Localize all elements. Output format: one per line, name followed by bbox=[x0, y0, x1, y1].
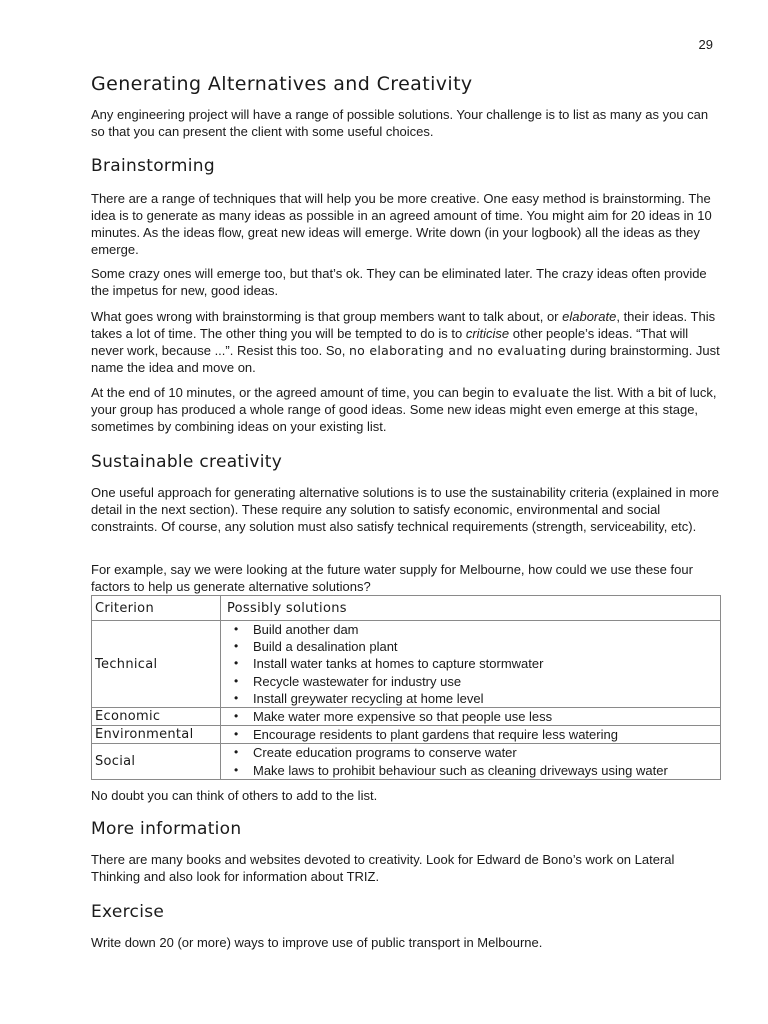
table-header-solutions: Possibly solutions bbox=[221, 596, 721, 621]
brainstorming-paragraph-3: What goes wrong with brainstorming is that group members want to talk about, or elaborate, their ideas. This takes a lot of time. The other thing you will be tempted to do is to criticise other people’s ideas. “That will never work, because ...”. Resist this too. So, no elaborating and no evaluating during brainstorming. Just name the idea and move on. bbox=[91, 309, 720, 375]
bullet-icon: • bbox=[234, 709, 239, 724]
solutions-list bbox=[227, 708, 720, 725]
list-item: • Make laws to prohibit behaviour such as cleaning driveways using water bbox=[234, 762, 668, 778]
list-item: • Make water more expensive so that people use less bbox=[234, 709, 553, 725]
bullet-icon: • bbox=[234, 762, 239, 777]
list-item: • Install water tanks at homes to capture stormwater bbox=[234, 656, 544, 672]
list-item: • Recycle wastewater for industry use bbox=[234, 673, 462, 689]
bullet-icon: • bbox=[234, 745, 239, 760]
criterion-cell: Technical bbox=[92, 621, 221, 708]
emphasis-no-elaborating: no elaborating and no evaluating bbox=[348, 343, 567, 358]
more-info-paragraph: There are many books and websites devoted to creativity. Look for Edward de Bono’s work on Lateral Thinking and also look for information about TRIZ. bbox=[91, 852, 675, 884]
bullet-icon: • bbox=[234, 639, 239, 654]
bullet-icon: • bbox=[234, 656, 239, 671]
section-brainstorming bbox=[91, 156, 721, 176]
table-row bbox=[92, 621, 721, 708]
list-item: • Build another dam bbox=[234, 622, 359, 637]
section-more-information bbox=[91, 819, 721, 839]
exercise-heading: Exercise bbox=[91, 902, 165, 922]
emphasis-elaborate: elaborate bbox=[562, 309, 617, 324]
solutions-list bbox=[227, 621, 720, 707]
solutions-table bbox=[91, 595, 721, 780]
emphasis-criticise: criticise bbox=[465, 326, 510, 341]
emphasis-evaluate: evaluate bbox=[512, 385, 570, 400]
sustainable-heading: Sustainable creativity bbox=[91, 452, 283, 472]
solutions-list bbox=[227, 744, 720, 778]
bullet-icon: • bbox=[234, 727, 239, 742]
sustainable-paragraph-2: For example, say we were looking at the future water supply for Melbourne, how could we use these four factors to help us generate alternative solutions? bbox=[91, 562, 693, 594]
table-header-criterion: Criterion bbox=[92, 596, 221, 621]
brainstorming-paragraph-4: At the end of 10 minutes, or the agreed amount of time, you can begin to evaluate the list. With a bit of luck, your group has produced a whole range of good ideas. Some new ideas might even emerge at this stage, sometimes by combining ideas on your existing list. bbox=[91, 385, 717, 434]
list-item: • Build a desalination plant bbox=[234, 639, 398, 655]
exercise-paragraph: Write down 20 (or more) ways to improve use of public transport in Melbourne. bbox=[91, 935, 543, 950]
solutions-cell bbox=[221, 744, 721, 779]
bullet-icon: • bbox=[234, 673, 239, 688]
bullet-icon: • bbox=[234, 690, 239, 705]
list-item: • Install greywater recycling at home level bbox=[234, 690, 484, 706]
solutions-list bbox=[227, 726, 720, 743]
section-sustainable-creativity bbox=[91, 452, 721, 472]
sustainable-paragraph-1: One useful approach for generating alternative solutions is to use the sustainability criteria (explained in more detail in the next section). These require any solution to satisfy economic, environmental and social constraints. Of course, any solution must also satisfy technical requirements (strength, serviceability, etc). bbox=[91, 485, 719, 534]
solutions-cell bbox=[221, 708, 721, 726]
brainstorming-paragraph-2: Some crazy ones will emerge too, but that’s ok. They can be eliminated later. The crazy ideas often provide the impetus for new, good ideas. bbox=[91, 266, 707, 298]
list-item: • Encourage residents to plant gardens that require less watering bbox=[234, 727, 618, 743]
table-header-row bbox=[92, 596, 721, 621]
page-number: 29 bbox=[698, 37, 713, 52]
brainstorming-paragraph-1: There are a range of techniques that will help you be more creative. One easy method is brainstorming. The idea is to generate as many ideas as possible in an agreed amount of time. You might aim for 20 ideas in 10 minutes. As the ideas flow, great new ideas will emerge. Write down (in your logbook) all the ideas as they emerge. bbox=[91, 191, 712, 257]
solutions-table-wrapper bbox=[91, 595, 721, 780]
section-exercise bbox=[91, 902, 721, 922]
table-row bbox=[92, 744, 721, 779]
page-title: Generating Alternatives and Creativity bbox=[91, 73, 473, 95]
criterion-cell: Social bbox=[92, 744, 221, 779]
criterion-cell: Economic bbox=[92, 708, 221, 726]
criterion-cell: Environmental bbox=[92, 726, 221, 744]
brainstorming-heading: Brainstorming bbox=[91, 156, 215, 176]
solutions-cell bbox=[221, 726, 721, 744]
after-table-paragraph: No doubt you can think of others to add to the list. bbox=[91, 788, 378, 803]
solutions-cell bbox=[221, 621, 721, 708]
bullet-icon: • bbox=[234, 622, 239, 636]
more-info-heading: More information bbox=[91, 819, 242, 839]
intro-paragraph: Any engineering project will have a range of possible solutions. Your challenge is to list as many as you can so that you can present the client with some useful choices. bbox=[91, 107, 709, 139]
table-row bbox=[92, 708, 721, 726]
list-item: • Create education programs to conserve water bbox=[234, 745, 517, 761]
table-row bbox=[92, 726, 721, 744]
